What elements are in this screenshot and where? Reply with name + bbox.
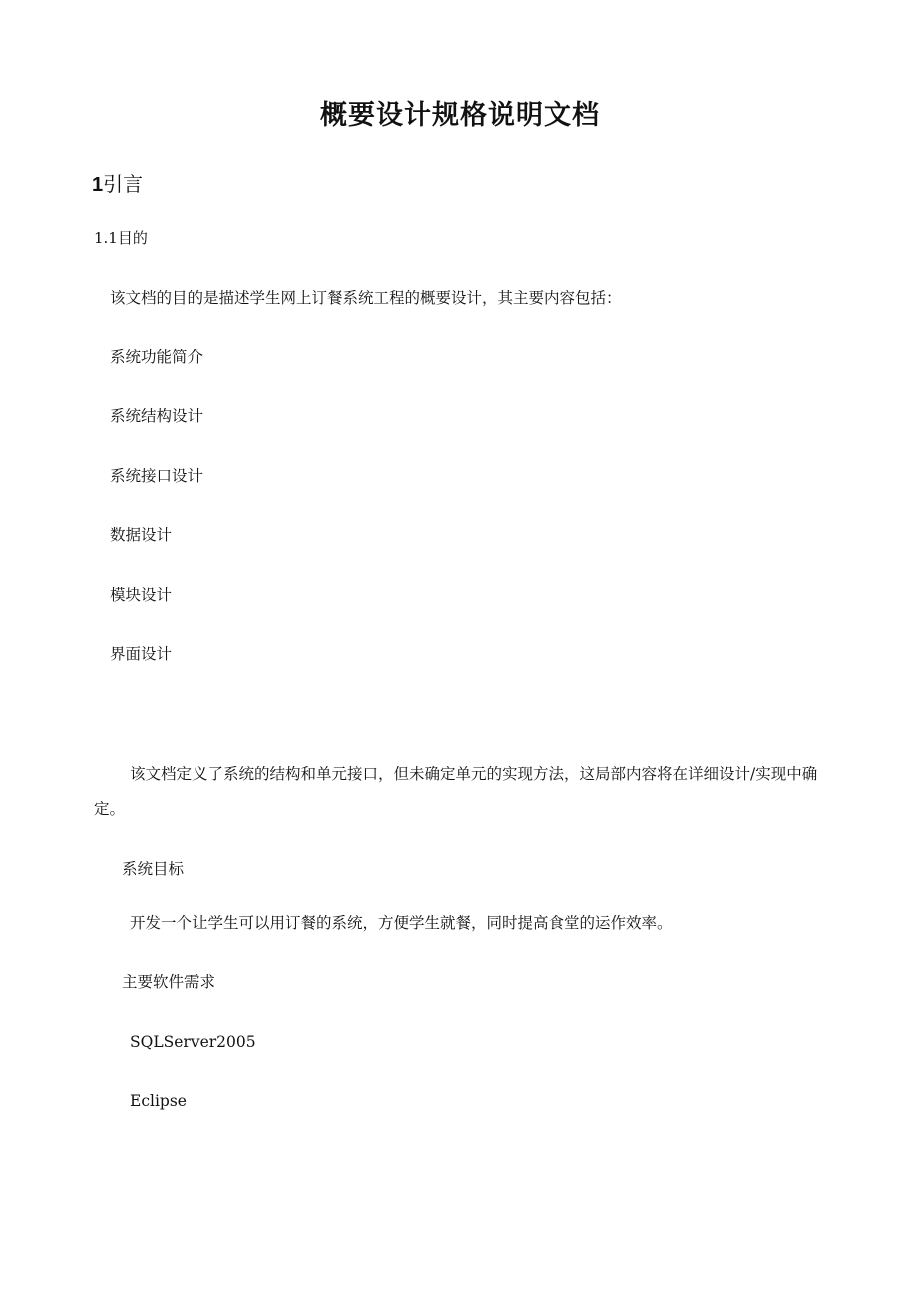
section-number: 1 [92, 174, 104, 196]
scope-paragraph: 该文档定义了系统的结构和单元接口，但未确定单元的实现方法，这局部内容将在详细设计/实现中确定。 [94, 765, 818, 818]
list-item: 系统功能简介 [110, 348, 204, 366]
list-item: 数据设计 [110, 526, 173, 544]
software-requirements-heading: 主要软件需求 [122, 973, 216, 991]
document-title: 概要设计规格说明文档 [320, 100, 600, 131]
list-item: 界面设计 [110, 645, 173, 663]
system-goal-text: 开发一个让学生可以用订餐的系统，方便学生就餐，同时提高食堂的运作效率。 [130, 914, 673, 932]
software-item: Eclipse [130, 1092, 187, 1110]
software-item: SQLServer2005 [130, 1033, 256, 1051]
purpose-intro-text: 该文档的目的是描述学生网上订餐系统工程的概要设计，其主要内容包括： [110, 289, 622, 307]
list-item: 系统结构设计 [110, 407, 204, 425]
list-item: 模块设计 [110, 586, 173, 604]
list-item: 系统接口设计 [110, 467, 204, 485]
system-goal-heading: 系统目标 [122, 860, 185, 878]
subsection-heading-purpose: 1.1目的 [94, 229, 148, 247]
section-title: 引言 [103, 172, 144, 196]
section-heading-introduction [92, 174, 143, 195]
